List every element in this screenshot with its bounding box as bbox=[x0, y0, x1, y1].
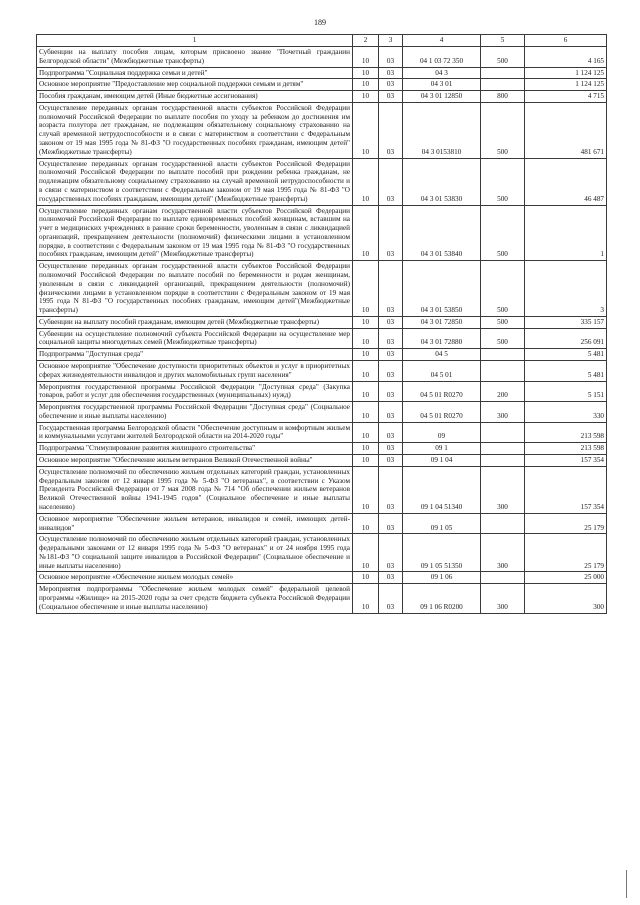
column-number-section: 2 bbox=[353, 35, 379, 47]
row-name: Субвенции на выплату пособия лицам, которым присвоено звание "Почетный гражданин Белгородской области" (Межбюджетные трансферты) bbox=[37, 47, 353, 68]
row-expense-type: 300 bbox=[481, 584, 525, 613]
table-row bbox=[37, 455, 607, 467]
row-target-article: 04 5 01 R0270 bbox=[403, 402, 481, 423]
row-expense-type bbox=[481, 572, 525, 584]
row-amount: 157 354 bbox=[525, 455, 607, 467]
row-target-article: 09 1 bbox=[403, 443, 481, 455]
row-section-code: 10 bbox=[353, 349, 379, 361]
row-section-code: 10 bbox=[353, 443, 379, 455]
table-row bbox=[37, 381, 607, 402]
row-amount: 5 481 bbox=[525, 349, 607, 361]
column-number-row bbox=[37, 35, 607, 47]
row-name: Субвенции на осуществление полномочий субъекта Российской Федерации на осуществление мер социальной защиты многодетных семей (Межбюджетные трансферты) bbox=[37, 328, 353, 349]
row-amount: 213 598 bbox=[525, 443, 607, 455]
margin-mark bbox=[626, 870, 627, 898]
row-section-code: 10 bbox=[353, 47, 379, 68]
row-target-article: 09 1 05 bbox=[403, 513, 481, 534]
row-section-code: 10 bbox=[353, 102, 379, 158]
row-amount: 5 151 bbox=[525, 381, 607, 402]
row-section-code: 10 bbox=[353, 402, 379, 423]
table-row bbox=[37, 67, 607, 79]
table-row bbox=[37, 466, 607, 513]
table-row bbox=[37, 534, 607, 572]
row-target-article: 04 5 01 R0270 bbox=[403, 381, 481, 402]
row-amount: 481 671 bbox=[525, 102, 607, 158]
row-expense-type: 500 bbox=[481, 205, 525, 261]
row-amount: 213 598 bbox=[525, 422, 607, 443]
row-name: Осуществление переданных органам государственной власти субъектов Российской Федерации полномочий Российской Федерации по выплате единовременных пособий женщинам, вставшим на учет в медицинских учреждениях в ранние сроки беременности, уволенным в связи с ликвидацией организаций, прекращением деятельности (полномочий) физическими лицами в установленном порядке, в соответствии с Федеральным законом от 19 мая 1995 года № 81-ФЗ "О государственных пособиях гражданам, имеющим детей" (Межбюджетные трансферты) bbox=[37, 205, 353, 261]
row-subsection-code: 03 bbox=[379, 402, 403, 423]
row-target-article: 09 bbox=[403, 422, 481, 443]
row-section-code: 10 bbox=[353, 381, 379, 402]
row-amount: 330 bbox=[525, 402, 607, 423]
row-subsection-code: 03 bbox=[379, 102, 403, 158]
row-target-article: 09 1 05 51350 bbox=[403, 534, 481, 572]
row-subsection-code: 03 bbox=[379, 534, 403, 572]
row-name: Пособия гражданам, имеющим детей (Иные бюджетные ассигнования) bbox=[37, 91, 353, 103]
row-amount: 256 091 bbox=[525, 328, 607, 349]
table-row bbox=[37, 261, 607, 317]
row-section-code: 10 bbox=[353, 158, 379, 205]
row-subsection-code: 03 bbox=[379, 67, 403, 79]
row-section-code: 10 bbox=[353, 316, 379, 328]
row-amount: 157 354 bbox=[525, 466, 607, 513]
row-section-code: 10 bbox=[353, 513, 379, 534]
table-row bbox=[37, 402, 607, 423]
row-subsection-code: 03 bbox=[379, 455, 403, 467]
row-expense-type bbox=[481, 361, 525, 382]
row-expense-type: 200 bbox=[481, 381, 525, 402]
row-subsection-code: 03 bbox=[379, 443, 403, 455]
row-expense-type bbox=[481, 455, 525, 467]
row-expense-type: 800 bbox=[481, 91, 525, 103]
row-name: Основное мероприятие "Обеспечение доступности приоритетных объектов и услуг в приоритетных сферах жизнедеятельности инвалидов и других маломобильных групп населения" bbox=[37, 361, 353, 382]
column-number-name: 1 bbox=[37, 35, 353, 47]
row-section-code: 10 bbox=[353, 572, 379, 584]
column-number-subsection: 3 bbox=[379, 35, 403, 47]
page-number: 189 bbox=[314, 18, 326, 27]
row-amount: 25 000 bbox=[525, 572, 607, 584]
row-subsection-code: 03 bbox=[379, 584, 403, 613]
table-row bbox=[37, 328, 607, 349]
row-subsection-code: 03 bbox=[379, 572, 403, 584]
row-section-code: 10 bbox=[353, 466, 379, 513]
row-target-article: 04 3 01 72880 bbox=[403, 328, 481, 349]
row-subsection-code: 03 bbox=[379, 316, 403, 328]
table-row bbox=[37, 361, 607, 382]
row-name: Осуществление полномочий по обеспечению жильем отдельных категорий граждан, установленных федеральными законами от 12 января 1995 года № 5-ФЗ "О ветеранах" и от 24 ноября 1995 года №181-ФЗ "О социальной защите инвалидов в Российской Федерации" (Социальное обеспечение и иные выплаты населению) bbox=[37, 534, 353, 572]
table-row bbox=[37, 584, 607, 613]
row-name: Государственная программа Белгородской области "Обеспечение доступным и комфортным жильем и коммунальными услугами жителей Белгородской области на 2014-2020 годы" bbox=[37, 422, 353, 443]
row-expense-type bbox=[481, 513, 525, 534]
table-row bbox=[37, 443, 607, 455]
row-amount: 4 165 bbox=[525, 47, 607, 68]
row-section-code: 10 bbox=[353, 422, 379, 443]
table-row bbox=[37, 47, 607, 68]
row-expense-type bbox=[481, 443, 525, 455]
row-name: Мероприятия государственной программы Российской Федерации "Доступная среда" (Закупка товаров, работ и услуг для обеспечения государственных (муниципальных) нужд) bbox=[37, 381, 353, 402]
row-target-article: 04 3 01 72850 bbox=[403, 316, 481, 328]
row-subsection-code: 03 bbox=[379, 422, 403, 443]
row-subsection-code: 03 bbox=[379, 361, 403, 382]
row-expense-type bbox=[481, 422, 525, 443]
table-body bbox=[37, 47, 607, 614]
table-row bbox=[37, 316, 607, 328]
row-amount: 3 bbox=[525, 261, 607, 317]
row-section-code: 10 bbox=[353, 328, 379, 349]
row-section-code: 10 bbox=[353, 79, 379, 91]
table-row bbox=[37, 79, 607, 91]
row-target-article: 04 3 01 53850 bbox=[403, 261, 481, 317]
row-amount: 25 179 bbox=[525, 513, 607, 534]
row-name: Основное мероприятие "Предоставление мер социальной поддержки семьям и детям" bbox=[37, 79, 353, 91]
table-row bbox=[37, 572, 607, 584]
row-target-article: 09 1 06 bbox=[403, 572, 481, 584]
row-section-code: 10 bbox=[353, 261, 379, 317]
row-amount: 4 715 bbox=[525, 91, 607, 103]
row-subsection-code: 03 bbox=[379, 205, 403, 261]
row-subsection-code: 03 bbox=[379, 91, 403, 103]
row-section-code: 10 bbox=[353, 534, 379, 572]
row-target-article: 04 3 01 bbox=[403, 79, 481, 91]
row-name: Осуществление полномочий по обеспечению жильем отдельных категорий граждан, установленных Федеральным законом от 12 января 1995 года № 5-ФЗ "О ветеранах", в соответствии с Указом Президента Российской Федерации от 7 мая 2008 года № 714 "Об обеспечении жильем ветеранов Великой Отечественной войны 1941-1945 годов" (Социальное обеспечение и иные выплаты населению) bbox=[37, 466, 353, 513]
budget-table bbox=[36, 34, 607, 614]
row-expense-type bbox=[481, 79, 525, 91]
row-name: Осуществление переданных органам государственной власти субъектов Российской Федерации полномочий Российской Федерации по выплате пособий по беременности и родам женщинам, уволенным в связи с ликвидацией организаций, прекращением деятельности (полномочий) физическими лицами в установленном порядке в соответствии с Федеральным законом от 19 мая 1995 года N 81-ФЗ "О государственных пособиях гражданам, имеющим детей"(Межбюджетные трансферты) bbox=[37, 261, 353, 317]
row-expense-type: 500 bbox=[481, 316, 525, 328]
row-name: Основное мероприятие "Обеспечение жильем ветеранов, инвалидов и семей, имеющих детей-инвалидов" bbox=[37, 513, 353, 534]
row-amount: 1 bbox=[525, 205, 607, 261]
table-row bbox=[37, 91, 607, 103]
row-amount: 300 bbox=[525, 584, 607, 613]
row-subsection-code: 03 bbox=[379, 513, 403, 534]
row-target-article: 09 1 04 bbox=[403, 455, 481, 467]
row-expense-type: 300 bbox=[481, 534, 525, 572]
column-number-amount: 6 bbox=[525, 35, 607, 47]
column-number-target-article: 4 bbox=[403, 35, 481, 47]
table-row bbox=[37, 349, 607, 361]
row-expense-type: 500 bbox=[481, 261, 525, 317]
table-row bbox=[37, 102, 607, 158]
row-name: Подпрограмма "Доступная среда" bbox=[37, 349, 353, 361]
row-section-code: 10 bbox=[353, 584, 379, 613]
row-target-article: 04 5 bbox=[403, 349, 481, 361]
table-row bbox=[37, 513, 607, 534]
row-target-article: 09 1 06 R0200 bbox=[403, 584, 481, 613]
row-subsection-code: 03 bbox=[379, 79, 403, 91]
row-name: Подпрограмма "Стимулирование развития жилищного строительства" bbox=[37, 443, 353, 455]
row-subsection-code: 03 bbox=[379, 381, 403, 402]
row-expense-type: 300 bbox=[481, 466, 525, 513]
row-expense-type bbox=[481, 349, 525, 361]
row-amount: 46 487 bbox=[525, 158, 607, 205]
row-name: Подпрограмма "Социальная поддержка семьи и детей" bbox=[37, 67, 353, 79]
row-section-code: 10 bbox=[353, 91, 379, 103]
row-expense-type: 300 bbox=[481, 402, 525, 423]
row-target-article: 04 3 01 53830 bbox=[403, 158, 481, 205]
row-subsection-code: 03 bbox=[379, 466, 403, 513]
row-target-article: 04 3 01 12850 bbox=[403, 91, 481, 103]
row-target-article: 09 1 04 51340 bbox=[403, 466, 481, 513]
row-amount: 1 124 125 bbox=[525, 67, 607, 79]
row-name: Основное мероприятие "Обеспечение жильем ветеранов Великой Отечественной войны" bbox=[37, 455, 353, 467]
row-amount: 335 157 bbox=[525, 316, 607, 328]
column-number-expense-type: 5 bbox=[481, 35, 525, 47]
table-row bbox=[37, 205, 607, 261]
row-name: Осуществление переданных органам государственной власти субъектов Российской Федерации полномочий Российской Федерации по выплате пособия по уходу за ребенком до достижения им возраста полутора лет гражданам, не подлежащим обязательному социальному страхованию на случай временной нетрудоспособности и в связи с материнством в соответствии с Федеральным законом от 19 мая 1995 года № 81-ФЗ "О государственных пособиях гражданам, имеющим детей" (Межбюджетные трансферты) bbox=[37, 102, 353, 158]
row-amount: 25 179 bbox=[525, 534, 607, 572]
row-expense-type: 500 bbox=[481, 102, 525, 158]
row-name: Осуществление переданных органам государственной власти субъектов Российской Федерации полномочий Российской Федерации по выплате пособий при рождении ребенка гражданам, не подлежащим обязательному социальному страхованию на случай временной нетрудоспособности и в связи с материнством в соответствии с Федеральным законом от 19 мая 1995 года № 81-ФЗ "О государственных пособиях гражданам, имеющим детей" (Межбюджетные трансферты) bbox=[37, 158, 353, 205]
row-section-code: 10 bbox=[353, 67, 379, 79]
row-name: Субвенции на выплату пособий гражданам, имеющим детей (Межбюджетные трансферты) bbox=[37, 316, 353, 328]
row-section-code: 10 bbox=[353, 455, 379, 467]
row-expense-type: 500 bbox=[481, 47, 525, 68]
row-expense-type: 500 bbox=[481, 328, 525, 349]
row-expense-type: 500 bbox=[481, 158, 525, 205]
row-subsection-code: 03 bbox=[379, 349, 403, 361]
row-section-code: 10 bbox=[353, 205, 379, 261]
row-section-code: 10 bbox=[353, 361, 379, 382]
row-name: Основное мероприятие «Обеспечение жильем молодых семей» bbox=[37, 572, 353, 584]
row-amount: 5 481 bbox=[525, 361, 607, 382]
row-name: Мероприятия государственной программы Российской Федерации "Доступная среда" (Социальное обеспечение и иные выплаты населению) bbox=[37, 402, 353, 423]
table-row bbox=[37, 158, 607, 205]
row-subsection-code: 03 bbox=[379, 328, 403, 349]
table-row bbox=[37, 422, 607, 443]
row-name: Мероприятия подпрограммы "Обеспечение жильем молодых семей" федеральной целевой программы «Жилище» на 2015-2020 годы за счет средств бюджета субъекта Российской Федерации (Социальное обеспечение и иные выплаты населению) bbox=[37, 584, 353, 613]
row-expense-type bbox=[481, 67, 525, 79]
row-amount: 1 124 125 bbox=[525, 79, 607, 91]
row-target-article: 04 3 bbox=[403, 67, 481, 79]
row-subsection-code: 03 bbox=[379, 261, 403, 317]
row-target-article: 04 5 01 bbox=[403, 361, 481, 382]
row-subsection-code: 03 bbox=[379, 158, 403, 205]
row-target-article: 04 3 0153810 bbox=[403, 102, 481, 158]
row-target-article: 04 1 03 72 350 bbox=[403, 47, 481, 68]
row-target-article: 04 3 01 53840 bbox=[403, 205, 481, 261]
row-subsection-code: 03 bbox=[379, 47, 403, 68]
